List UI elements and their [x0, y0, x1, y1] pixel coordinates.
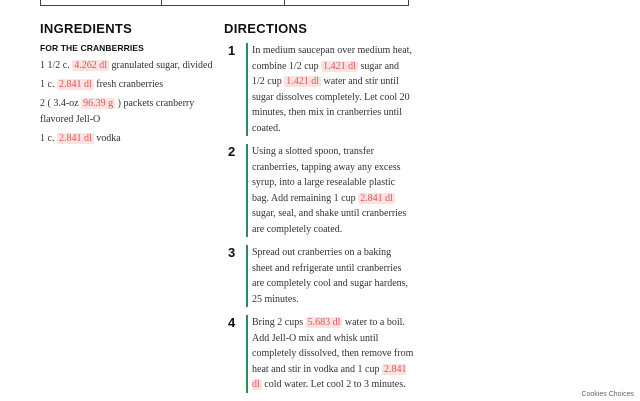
step-text-part: cold water. Let cool 2 to 3 minutes. [264, 379, 406, 390]
table-divider [161, 0, 162, 5]
unit-conversion[interactable]: 1.421 dl [323, 60, 356, 72]
unit-conversion[interactable]: 2.841 dl [360, 192, 393, 204]
ingredient-name: ) packets cranberry flavored Jell-O [40, 98, 195, 125]
direction-step [224, 315, 414, 393]
unit-conversion[interactable]: 4.262 dl [74, 60, 107, 71]
unit-conversion[interactable]: 5.683 dl [307, 317, 341, 328]
ingredient-quantity: 1 1/2 c. [40, 60, 70, 71]
step-text-part: Using a slotted spoon, transfer cranberries, tapping away any excess syrup, into a large resealable plastic bag. Add remaining 1 cup [252, 146, 401, 204]
ingredient-item [40, 131, 215, 147]
step-text [246, 43, 414, 136]
top-table-bottom-edge [40, 0, 409, 6]
step-text-part: water to a boil. Add Jell-O mix and whisk until completely dissolved, then remove from heat and stir in vodka and 1 cup [252, 317, 414, 375]
step-number: 3 [228, 245, 236, 260]
ingredient-quantity: 2 ( 3.4-oz [40, 98, 79, 109]
step-number: 1 [228, 43, 236, 58]
direction-step [224, 245, 414, 307]
unit-conversion[interactable]: 2.841 dl [58, 79, 92, 90]
ingredient-name: vodka [96, 133, 121, 144]
step-text-part: water and stir until sugar dissolves completely. Let cool 20 minutes, then mix in cranberries until coated. [252, 76, 410, 134]
ingredient-quantity: 1 c. [40, 79, 55, 90]
step-number: 4 [228, 315, 236, 330]
ingredient-name: granulated sugar, divided [111, 60, 213, 71]
directions-list [224, 43, 414, 401]
ingredients-heading: INGREDIENTS [40, 21, 133, 36]
step-text [246, 315, 414, 393]
cookie-choices-link[interactable]: Cookies Choices [581, 391, 634, 398]
unit-conversion[interactable]: 96.39 g [83, 98, 114, 109]
step-number: 2 [228, 144, 236, 159]
step-text-part: sugar, seal, and shake until cranberries are completely coated. [252, 208, 407, 235]
step-text-part: Bring 2 cups [252, 317, 304, 328]
ingredient-item [40, 58, 215, 74]
step-text [246, 245, 414, 307]
step-text [246, 144, 414, 237]
ingredient-quantity: 1 c. [40, 133, 55, 144]
directions-heading: DIRECTIONS [224, 21, 308, 36]
ingredients-list [40, 58, 215, 150]
ingredient-item [40, 77, 215, 93]
unit-conversion[interactable]: 1.421 dl [286, 76, 319, 87]
step-text-part: Spread out cranberries on a baking sheet and refrigerate until cranberries are completely cool and sugar hardens, 25 minutes. [252, 247, 409, 305]
ingredient-name: fresh cranberries [96, 79, 164, 90]
step-text-part: In medium saucepan over medium heat, combine 1/2 cup [252, 45, 412, 72]
direction-step [224, 144, 414, 237]
ingredient-item [40, 96, 215, 128]
unit-conversion[interactable]: 2.841 dl [58, 133, 92, 144]
direction-step [224, 43, 414, 136]
step-text-part: sugar and 1/2 cup [252, 60, 400, 87]
unit-conversion[interactable]: 2.841 dl [252, 363, 407, 390]
table-divider [284, 0, 285, 5]
ingredients-subheading: FOR THE CRANBERRIES [40, 43, 144, 53]
